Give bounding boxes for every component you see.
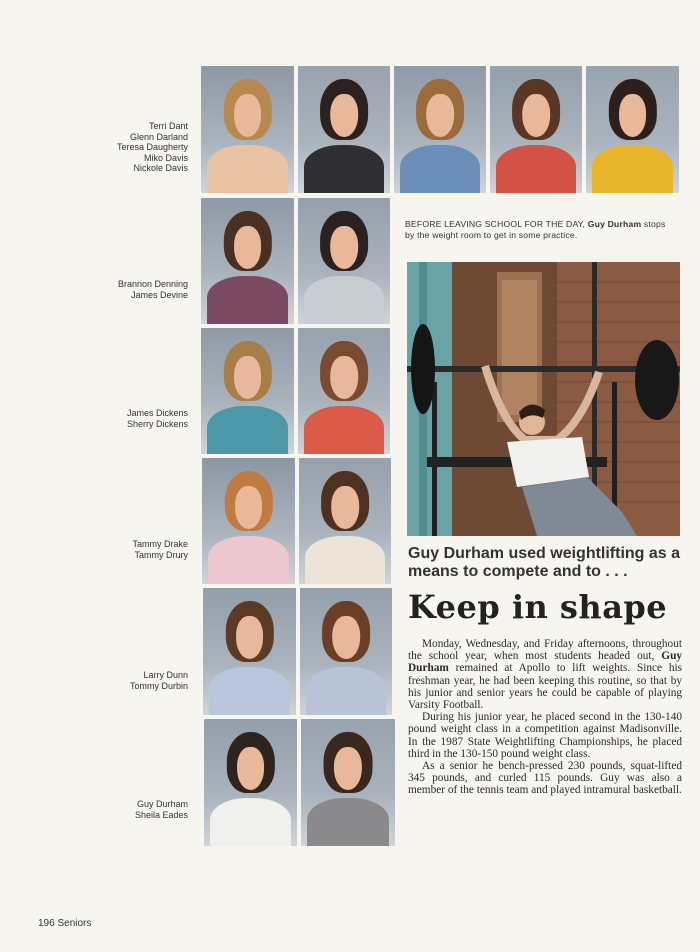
portrait-photo	[301, 719, 395, 846]
student-name: Glenn Darland	[129, 131, 188, 142]
story-text: Monday, Wednesday, and Friday afternoons, throughout the school year, when most students headed out,	[408, 638, 682, 663]
student-name: Tammy Drury	[134, 549, 188, 560]
story-headline: Guy Durham used weightlifting as a means to compete and to . . .	[408, 545, 681, 580]
student-name: Miko Davis	[143, 152, 188, 163]
student-name: Tommy Durbin	[129, 680, 188, 691]
portrait-photo	[203, 588, 296, 715]
caption-lead: BEFORE LEAVING SCHOOL FOR THE DAY,	[405, 219, 586, 229]
student-name: Larry Dunn	[143, 670, 188, 680]
portrait-photo	[490, 66, 582, 193]
portrait-photo	[299, 458, 391, 584]
names-group-6	[135, 799, 188, 820]
student-name: Teresa Daugherty	[116, 142, 188, 152]
names-group-2	[118, 279, 188, 300]
portrait-photo	[298, 328, 390, 454]
portrait-photo	[586, 66, 679, 193]
student-name: James Dickens	[126, 408, 188, 418]
portrait-photo	[202, 458, 295, 584]
portrait-photo	[298, 198, 390, 324]
story-title: Keep in shape	[408, 588, 668, 626]
student-name: Nickole Davis	[133, 163, 188, 173]
caption-name: Guy Durham	[587, 219, 642, 229]
student-name: Brannon Denning	[117, 279, 188, 289]
student-name: Terri Dant	[148, 121, 188, 131]
student-name: Sherry Dickens	[126, 418, 188, 429]
portrait-photo	[204, 719, 297, 846]
names-group-1	[117, 121, 188, 174]
story-name: Guy Durham	[408, 650, 682, 675]
caption-rest: stops by the weight room to get in some practice.	[405, 219, 666, 240]
story-paragraph: During his junior year, he placed second in the 130-140 pound weight class in a competition against Madisonville. In the 1987 State Weightlifting Championships, he placed third in the 130-150 pound weight class.	[408, 711, 682, 760]
names-group-3	[127, 408, 188, 429]
portrait-photo	[201, 198, 294, 324]
student-name: Guy Durham	[136, 799, 188, 809]
student-name: James Devine	[130, 289, 188, 300]
portrait-photo	[201, 66, 294, 193]
names-group-4	[132, 539, 188, 560]
portrait-photo	[298, 66, 390, 193]
story-body	[408, 638, 682, 797]
story-paragraph	[408, 638, 682, 711]
page-folio: 196 Seniors	[38, 918, 92, 929]
student-name: Tammy Drake	[132, 539, 188, 549]
story-paragraph: As a senior he bench-pressed 230 pounds, squat-lifted 345 pounds, and curled 115 pounds. Guy was also a member of the tennis team and played intramural basketball.	[408, 760, 682, 797]
photo-caption	[405, 219, 675, 241]
student-name: Sheila Eades	[134, 809, 188, 820]
portrait-photo	[394, 66, 486, 193]
story-text: remained at Apollo to lift weights. Since his freshman year, he had been keeping this routine, so that by his junior and senior years he could be capable of playing Varsity Football.	[408, 662, 683, 712]
names-group-5	[130, 670, 188, 691]
portrait-photo	[201, 328, 294, 454]
portrait-photo	[300, 588, 392, 715]
weightlifting-photo	[407, 262, 680, 536]
